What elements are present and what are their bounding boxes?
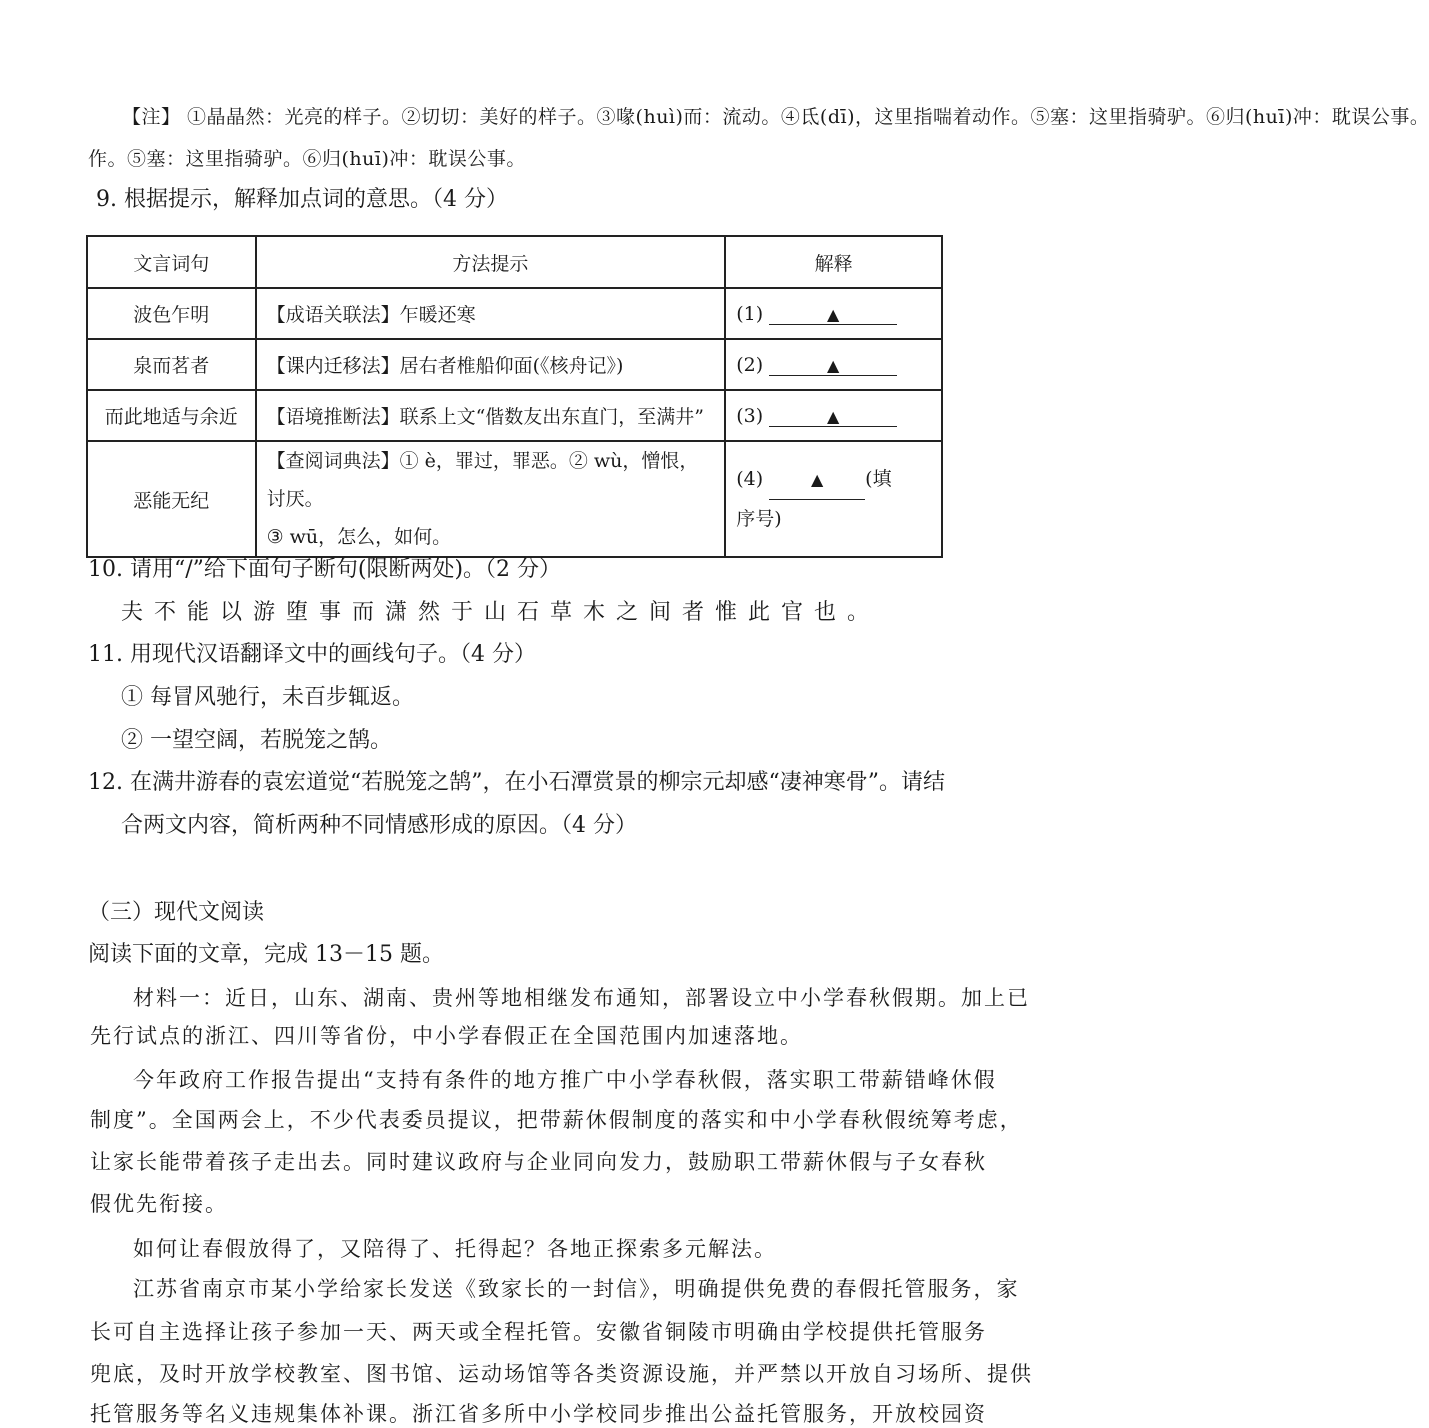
- table-row: [87, 288, 942, 339]
- q11-stem: 11. 用现代汉语翻译文中的画线句子。（4 分）: [88, 642, 536, 667]
- hint-cell: 【语境推断法】联系上文“偕数友出东直门，至满井”: [256, 390, 726, 441]
- answer-cell: (4) ▲ (填 序号): [725, 441, 942, 557]
- answer-blank[interactable]: ▲: [769, 305, 897, 325]
- paragraph-line: 托管服务等名义违规集体补课。浙江省多所中小学校同步推出公益托管服务，开放校园资: [90, 1402, 987, 1426]
- paragraph-line: 今年政府工作报告提出“支持有条件的地方推广中小学春秋假，落实职工带薪错峰休假: [133, 1068, 997, 1092]
- table-row: [87, 441, 942, 557]
- table-row: [87, 339, 942, 390]
- paragraph-line: 先行试点的浙江、四川等省份，中小学春假正在全国范围内加速落地。: [90, 1024, 803, 1048]
- paragraph-line: 材料一：近日，山东、湖南、贵州等地相继发布通知，部署设立中小学春秋假期。加上已: [133, 986, 1030, 1010]
- table-row: [87, 390, 942, 441]
- q11-item-1: ① 每冒风驰行，未百步辄返。: [121, 685, 414, 710]
- q11-item-2: ② 一望空阔，若脱笼之鹄。: [121, 728, 392, 753]
- q9-table: [86, 235, 943, 558]
- table-header: 解释: [725, 236, 942, 288]
- q10-sentence: 夫不能以游堕事而潇然于山石草木之间者惟此官也。: [121, 600, 881, 625]
- q12-line-2: 合两文内容，简析两种不同情感形成的原因。（4 分）: [121, 813, 637, 838]
- hint-cell: 【课内迁移法】居右者椎船仰面(《核舟记》): [256, 339, 726, 390]
- phrase-cell: 恶能无纪: [87, 441, 256, 557]
- paragraph-line: 兜底，及时开放学校教室、图书馆、运动场馆等各类资源设施，并严禁以开放自习场所、提供: [90, 1362, 1033, 1386]
- q10-stem: 10. 请用“/”给下面句子断句(限断两处)。（2 分）: [88, 557, 562, 582]
- answer-blank[interactable]: ▲: [769, 356, 897, 376]
- paragraph-line: 如何让春假放得了，又陪得了、托得起？各地正探索多元解法。: [133, 1237, 777, 1261]
- phrase-cell: 波色乍明: [87, 288, 256, 339]
- answer-blank[interactable]: ▲: [769, 407, 897, 427]
- answer-cell: (2) ▲: [725, 339, 942, 390]
- hint-cell: 【成语关联法】乍暖还寒: [256, 288, 726, 339]
- note-line-1: 【注】 ①晶晶然：光亮的样子。②切切：美好的样子。③喙(huì)而：流动。④氐(dī)，这里指喘着动作。⑤塞：这里指骑驴。⑥归(huī)冲：耽误公事。: [122, 106, 1429, 128]
- table-header: 文言词句: [87, 236, 256, 288]
- q9-stem: 9. 根据提示，解释加点词的意思。（4 分）: [96, 187, 508, 212]
- phrase-cell: 而此地适与余近: [87, 390, 256, 441]
- paragraph-line: 制度”。全国两会上，不少代表委员提议，把带薪休假制度的落实和中小学春秋假统筹考虑，: [90, 1108, 1023, 1132]
- paragraph-line: 江苏省南京市某小学给家长发送《致家长的一封信》，明确提供免费的春假托管服务，家: [133, 1277, 1020, 1301]
- hint-cell: 【查阅词典法】① è，罪过，罪恶。② wù，憎恨，讨厌。 ③ wū，怎么，如何。: [256, 441, 726, 557]
- table-header: 方法提示: [256, 236, 726, 288]
- answer-cell: (1) ▲: [725, 288, 942, 339]
- paragraph-line: 长可自主选择让孩子参加一天、两天或全程托管。安徽省铜陵市明确由学校提供托管服务: [90, 1320, 987, 1344]
- section-title: （三）现代文阅读: [88, 900, 265, 925]
- q12-line-1: 12. 在满井游春的袁宏道觉“若脱笼之鹄”，在小石潭赏景的柳宗元却感“凄神寒骨”。请结: [88, 770, 945, 795]
- note-line-2: 作。⑤塞：这里指骑驴。⑥归(huī)冲：耽误公事。: [88, 148, 526, 170]
- paragraph-line: 假优先衔接。: [90, 1192, 228, 1216]
- answer-blank[interactable]: ▲: [769, 461, 865, 500]
- answer-cell: (3) ▲: [725, 390, 942, 441]
- paragraph-line: 让家长能带着孩子走出去。同时建议政府与企业同向发力，鼓励职工带薪休假与子女春秋: [90, 1150, 987, 1174]
- section-instruction: 阅读下面的文章，完成 13－15 题。: [88, 942, 444, 967]
- phrase-cell: 泉而茗者: [87, 339, 256, 390]
